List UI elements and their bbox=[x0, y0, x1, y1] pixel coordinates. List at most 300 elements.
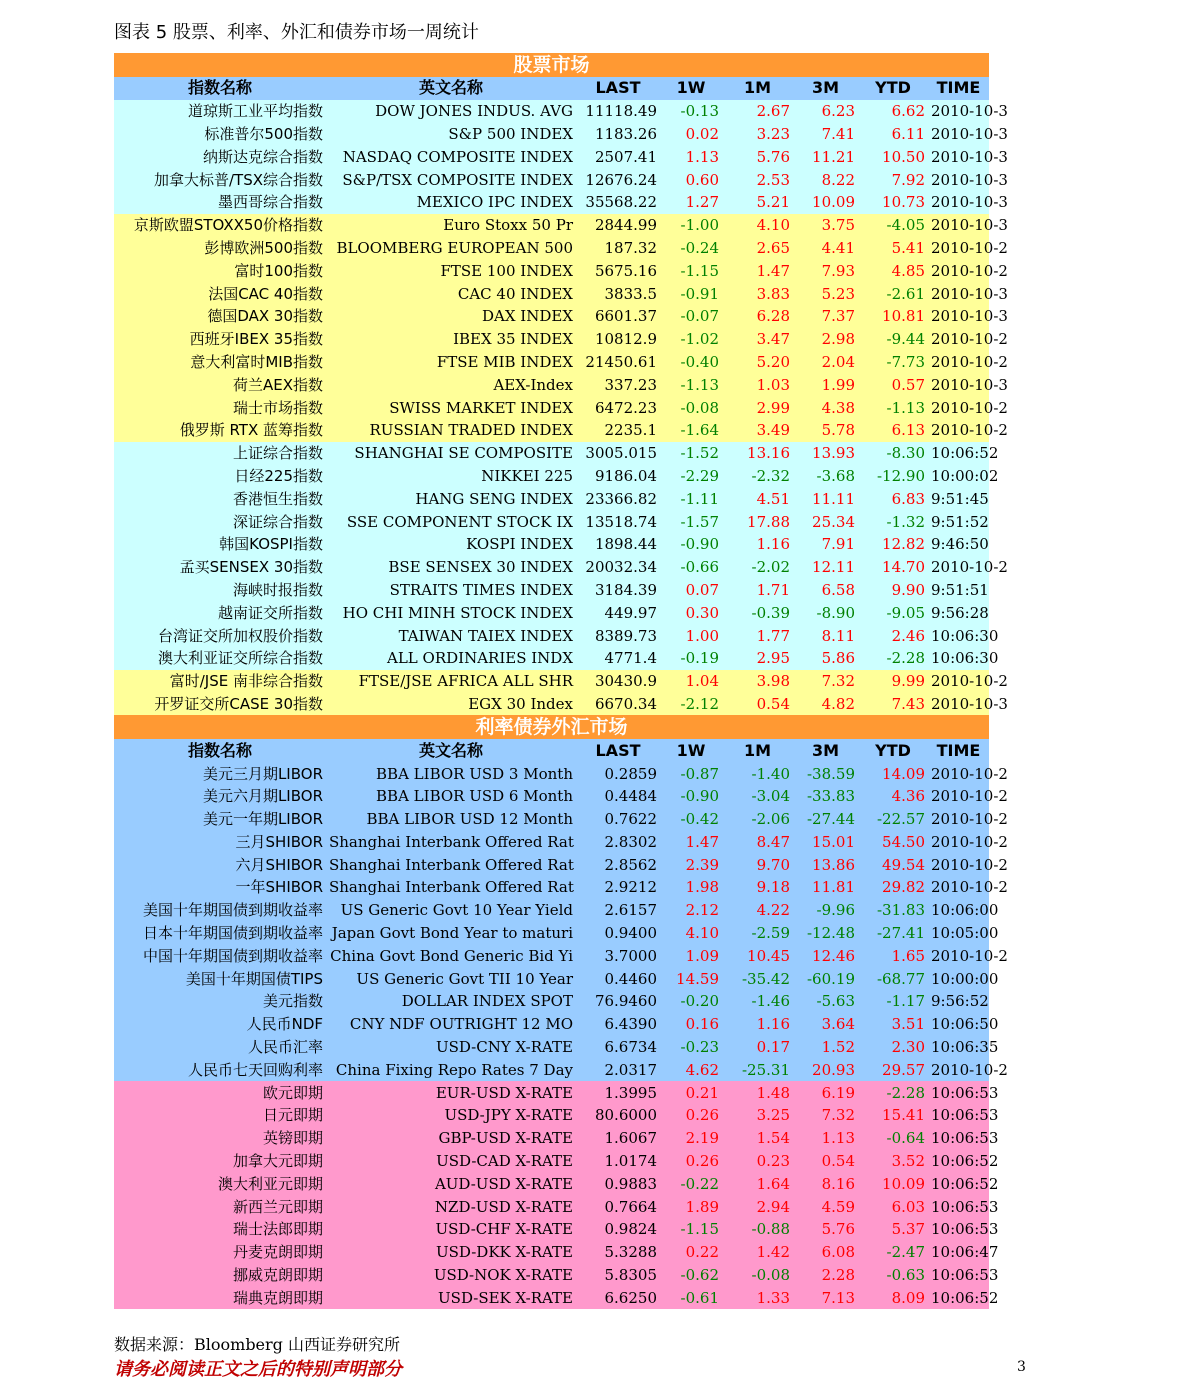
cell-en-name: DOLLAR INDEX SPOT bbox=[326, 990, 576, 1013]
cell-1m: -1.40 bbox=[722, 762, 793, 785]
cell-3m: 5.78 bbox=[793, 419, 858, 442]
header-1m: 1M bbox=[722, 739, 793, 762]
cell-time: 10:06:53 bbox=[928, 1127, 989, 1150]
cell-ytd: 2.46 bbox=[858, 624, 928, 647]
cell-ytd: 6.83 bbox=[858, 487, 928, 510]
cell-cn-name: 富时100指数 bbox=[114, 259, 326, 282]
cell-time: 10:06:52 bbox=[928, 1286, 989, 1309]
cell-en-name: USD-DKK X-RATE bbox=[326, 1241, 576, 1264]
cell-1w: -1.64 bbox=[660, 419, 722, 442]
cell-ytd: 29.82 bbox=[858, 876, 928, 899]
cell-1w: -2.29 bbox=[660, 465, 722, 488]
table-row bbox=[114, 1058, 989, 1081]
cell-1m: 2.94 bbox=[722, 1195, 793, 1218]
cell-1w: -0.91 bbox=[660, 282, 722, 305]
cell-cn-name: 越南证交所指数 bbox=[114, 601, 326, 624]
table-row bbox=[114, 145, 989, 168]
cell-en-name: KOSPI INDEX bbox=[326, 533, 576, 556]
header-ytd: YTD bbox=[858, 739, 928, 762]
cell-1m: 9.70 bbox=[722, 853, 793, 876]
cell-en-name: GBP-USD X-RATE bbox=[326, 1127, 576, 1150]
cell-1m: 3.25 bbox=[722, 1104, 793, 1127]
cell-time: 10:06:00 bbox=[928, 899, 989, 922]
cell-last: 20032.34 bbox=[576, 556, 660, 579]
table-row bbox=[114, 1081, 989, 1104]
cell-last: 3.7000 bbox=[576, 944, 660, 967]
cell-3m: 12.46 bbox=[793, 944, 858, 967]
cell-ytd: 12.82 bbox=[858, 533, 928, 556]
cell-1w: 1.98 bbox=[660, 876, 722, 899]
cell-3m: 7.91 bbox=[793, 533, 858, 556]
cell-cn-name: 丹麦克朗即期 bbox=[114, 1241, 326, 1264]
cell-3m: 1.52 bbox=[793, 1036, 858, 1059]
cell-last: 2235.1 bbox=[576, 419, 660, 442]
cell-ytd: -68.77 bbox=[858, 967, 928, 990]
cell-cn-name: 深证综合指数 bbox=[114, 510, 326, 533]
table-row bbox=[114, 396, 989, 419]
cell-cn-name: 日元即期 bbox=[114, 1104, 326, 1127]
cell-time: 9:51:45 bbox=[928, 487, 989, 510]
cell-en-name: FTSE 100 INDEX bbox=[326, 259, 576, 282]
cell-time: 2010-10-2 bbox=[928, 785, 989, 808]
cell-last: 337.23 bbox=[576, 373, 660, 396]
cell-last: 1898.44 bbox=[576, 533, 660, 556]
cell-3m: 6.58 bbox=[793, 579, 858, 602]
cell-en-name: USD-CNY X-RATE bbox=[326, 1036, 576, 1059]
cell-1w: -1.15 bbox=[660, 1218, 722, 1241]
cell-ytd: -0.64 bbox=[858, 1127, 928, 1150]
cell-en-name: China Govt Bond Generic Bid Yi bbox=[326, 944, 576, 967]
table-row bbox=[114, 419, 989, 442]
cell-1m: -35.42 bbox=[722, 967, 793, 990]
cell-1m: 6.28 bbox=[722, 305, 793, 328]
cell-3m: 7.32 bbox=[793, 670, 858, 693]
cell-3m: 5.23 bbox=[793, 282, 858, 305]
cell-1w: 0.21 bbox=[660, 1081, 722, 1104]
cell-last: 6.6734 bbox=[576, 1036, 660, 1059]
cell-cn-name: 开罗证交所CASE 30指数 bbox=[114, 693, 326, 716]
cell-last: 5675.16 bbox=[576, 259, 660, 282]
cell-3m: -9.96 bbox=[793, 899, 858, 922]
cell-time: 2010-10-2 bbox=[928, 351, 989, 374]
cell-ytd: 8.09 bbox=[858, 1286, 928, 1309]
cell-time: 10:00:02 bbox=[928, 465, 989, 488]
cell-time: 2010-10-2 bbox=[928, 876, 989, 899]
cell-last: 3005.015 bbox=[576, 442, 660, 465]
table-row bbox=[114, 1241, 989, 1264]
cell-ytd: -0.63 bbox=[858, 1264, 928, 1287]
cell-cn-name: 英镑即期 bbox=[114, 1127, 326, 1150]
cell-1m: -3.04 bbox=[722, 785, 793, 808]
cell-1w: -1.11 bbox=[660, 487, 722, 510]
cell-last: 4771.4 bbox=[576, 647, 660, 670]
cell-time: 9:46:50 bbox=[928, 533, 989, 556]
cell-last: 2.8302 bbox=[576, 831, 660, 854]
cell-3m: -33.83 bbox=[793, 785, 858, 808]
cell-time: 2010-10-2 bbox=[928, 831, 989, 854]
cell-last: 2844.99 bbox=[576, 214, 660, 237]
cell-time: 2010-10-2 bbox=[928, 853, 989, 876]
cell-ytd: 6.11 bbox=[858, 123, 928, 146]
table-row bbox=[114, 487, 989, 510]
cell-last: 12676.24 bbox=[576, 168, 660, 191]
cell-cn-name: 人民币七天回购利率 bbox=[114, 1058, 326, 1081]
cell-1w: -0.90 bbox=[660, 785, 722, 808]
cell-ytd: 3.52 bbox=[858, 1150, 928, 1173]
cell-ytd: 5.37 bbox=[858, 1218, 928, 1241]
cell-cn-name: 澳大利亚证交所综合指数 bbox=[114, 647, 326, 670]
cell-1m: 1.33 bbox=[722, 1286, 793, 1309]
section-title: 股票市场 bbox=[114, 53, 989, 77]
cell-last: 1.0174 bbox=[576, 1150, 660, 1173]
cell-ytd: 7.43 bbox=[858, 693, 928, 716]
cell-1m: 1.48 bbox=[722, 1081, 793, 1104]
cell-3m: 4.38 bbox=[793, 396, 858, 419]
cell-en-name: BBA LIBOR USD 3 Month bbox=[326, 762, 576, 785]
table-body bbox=[114, 53, 1008, 1309]
cell-time: 10:06:30 bbox=[928, 624, 989, 647]
cell-time: 9:51:52 bbox=[928, 510, 989, 533]
cell-1w: 14.59 bbox=[660, 967, 722, 990]
cell-last: 13518.74 bbox=[576, 510, 660, 533]
cell-1w: 1.09 bbox=[660, 944, 722, 967]
cell-cn-name: 富时/JSE 南非综合指数 bbox=[114, 670, 326, 693]
cell-ytd: -12.90 bbox=[858, 465, 928, 488]
cell-3m: 3.64 bbox=[793, 1013, 858, 1036]
table-row bbox=[114, 853, 989, 876]
cell-time: 2010-10-3 bbox=[928, 191, 989, 214]
cell-ytd: 54.50 bbox=[858, 831, 928, 854]
cell-1m: 10.45 bbox=[722, 944, 793, 967]
cell-en-name: DAX INDEX bbox=[326, 305, 576, 328]
table-row bbox=[114, 831, 989, 854]
cell-1m: 1.42 bbox=[722, 1241, 793, 1264]
cell-en-name: FTSE MIB INDEX bbox=[326, 351, 576, 374]
cell-time: 10:06:47 bbox=[928, 1241, 989, 1264]
cell-ytd: 6.13 bbox=[858, 419, 928, 442]
table-row bbox=[114, 1218, 989, 1241]
cell-3m: 6.19 bbox=[793, 1081, 858, 1104]
cell-last: 0.2859 bbox=[576, 762, 660, 785]
cell-1m: -0.39 bbox=[722, 601, 793, 624]
header-cn-name: 指数名称 bbox=[114, 739, 326, 762]
cell-ytd: 2.30 bbox=[858, 1036, 928, 1059]
cell-1w: -0.07 bbox=[660, 305, 722, 328]
cell-1m: 9.18 bbox=[722, 876, 793, 899]
cell-3m: -5.63 bbox=[793, 990, 858, 1013]
cell-en-name: SHANGHAI SE COMPOSITE bbox=[326, 442, 576, 465]
cell-en-name: BSE SENSEX 30 INDEX bbox=[326, 556, 576, 579]
cell-1w: -0.13 bbox=[660, 100, 722, 123]
cell-cn-name: 新西兰元即期 bbox=[114, 1195, 326, 1218]
cell-en-name: CAC 40 INDEX bbox=[326, 282, 576, 305]
header-3m: 3M bbox=[793, 739, 858, 762]
cell-ytd: -2.47 bbox=[858, 1241, 928, 1264]
cell-1w: 0.26 bbox=[660, 1104, 722, 1127]
cell-cn-name: 加拿大标普/TSX综合指数 bbox=[114, 168, 326, 191]
cell-time: 2010-10-2 bbox=[928, 419, 989, 442]
cell-cn-name: 人民币NDF bbox=[114, 1013, 326, 1036]
cell-cn-name: 挪威克朗即期 bbox=[114, 1264, 326, 1287]
cell-1m: 1.77 bbox=[722, 624, 793, 647]
header-en-name: 英文名称 bbox=[326, 739, 576, 762]
table-row bbox=[114, 442, 989, 465]
cell-time: 2010-10-2 bbox=[928, 808, 989, 831]
cell-time: 2010-10-2 bbox=[928, 944, 989, 967]
cell-3m: 15.01 bbox=[793, 831, 858, 854]
cell-cn-name: 加拿大元即期 bbox=[114, 1150, 326, 1173]
cell-1m: 5.21 bbox=[722, 191, 793, 214]
cell-1w: -1.57 bbox=[660, 510, 722, 533]
cell-1m: 1.47 bbox=[722, 259, 793, 282]
cell-1w: 1.47 bbox=[660, 831, 722, 854]
cell-1w: -1.13 bbox=[660, 373, 722, 396]
column-header-row bbox=[114, 77, 989, 100]
cell-cn-name: 香港恒生指数 bbox=[114, 487, 326, 510]
cell-ytd: 1.65 bbox=[858, 944, 928, 967]
cell-en-name: USD-CHF X-RATE bbox=[326, 1218, 576, 1241]
cell-ytd: 6.03 bbox=[858, 1195, 928, 1218]
cell-en-name: USD-CAD X-RATE bbox=[326, 1150, 576, 1173]
table-row bbox=[114, 1013, 989, 1036]
table-row bbox=[114, 328, 989, 351]
cell-en-name: CNY NDF OUTRIGHT 12 MO bbox=[326, 1013, 576, 1036]
cell-1m: 0.17 bbox=[722, 1036, 793, 1059]
cell-en-name: BBA LIBOR USD 12 Month bbox=[326, 808, 576, 831]
header-time: TIME bbox=[928, 77, 989, 100]
cell-cn-name: 美国十年期国债到期收益率 bbox=[114, 899, 326, 922]
cell-en-name: BLOOMBERG EUROPEAN 500 bbox=[326, 237, 576, 260]
cell-cn-name: 法国CAC 40指数 bbox=[114, 282, 326, 305]
cell-en-name: Shanghai Interbank Offered Rat bbox=[326, 831, 576, 854]
cell-3m: -8.90 bbox=[793, 601, 858, 624]
cell-last: 0.9400 bbox=[576, 922, 660, 945]
cell-en-name: NASDAQ COMPOSITE INDEX bbox=[326, 145, 576, 168]
cell-time: 2010-10-2 bbox=[928, 259, 989, 282]
cell-ytd: 49.54 bbox=[858, 853, 928, 876]
cell-en-name: Shanghai Interbank Offered Rat bbox=[326, 876, 576, 899]
cell-3m: -3.68 bbox=[793, 465, 858, 488]
cell-en-name: MEXICO IPC INDEX bbox=[326, 191, 576, 214]
cell-en-name: FTSE/JSE AFRICA ALL SHR bbox=[326, 670, 576, 693]
table-row bbox=[114, 556, 989, 579]
table-row bbox=[114, 259, 989, 282]
cell-1m: 2.53 bbox=[722, 168, 793, 191]
cell-1w: -0.90 bbox=[660, 533, 722, 556]
cell-1w: -0.23 bbox=[660, 1036, 722, 1059]
cell-3m: 4.59 bbox=[793, 1195, 858, 1218]
cell-1w: -0.42 bbox=[660, 808, 722, 831]
cell-time: 10:06:53 bbox=[928, 1195, 989, 1218]
disclaimer: 请务必阅读正文之后的特别声明部分 bbox=[114, 1359, 402, 1380]
section-title: 利率债券外汇市场 bbox=[114, 715, 989, 739]
table-row bbox=[114, 214, 989, 237]
cell-last: 1.6067 bbox=[576, 1127, 660, 1150]
table-row bbox=[114, 533, 989, 556]
cell-cn-name: 上证综合指数 bbox=[114, 442, 326, 465]
cell-1m: 1.64 bbox=[722, 1172, 793, 1195]
cell-3m: 3.75 bbox=[793, 214, 858, 237]
cell-1w: 4.10 bbox=[660, 922, 722, 945]
cell-1w: 1.00 bbox=[660, 624, 722, 647]
cell-time: 2010-10-2 bbox=[928, 237, 989, 260]
cell-1w: -0.08 bbox=[660, 396, 722, 419]
cell-3m: 1.99 bbox=[793, 373, 858, 396]
cell-ytd: 14.09 bbox=[858, 762, 928, 785]
cell-ytd: 6.62 bbox=[858, 100, 928, 123]
cell-3m: 11.21 bbox=[793, 145, 858, 168]
cell-cn-name: 六月SHIBOR bbox=[114, 853, 326, 876]
cell-last: 0.7622 bbox=[576, 808, 660, 831]
cell-3m: 0.54 bbox=[793, 1150, 858, 1173]
cell-1m: 4.10 bbox=[722, 214, 793, 237]
cell-last: 6.6250 bbox=[576, 1286, 660, 1309]
cell-1m: -0.08 bbox=[722, 1264, 793, 1287]
cell-ytd: -1.17 bbox=[858, 990, 928, 1013]
cell-en-name: S&P 500 INDEX bbox=[326, 123, 576, 146]
cell-ytd: -27.41 bbox=[858, 922, 928, 945]
table-row bbox=[114, 1036, 989, 1059]
cell-3m: 8.16 bbox=[793, 1172, 858, 1195]
cell-1w: -0.22 bbox=[660, 1172, 722, 1195]
table-row bbox=[114, 785, 989, 808]
cell-time: 10:05:00 bbox=[928, 922, 989, 945]
cell-ytd: -1.32 bbox=[858, 510, 928, 533]
cell-en-name: China Fixing Repo Rates 7 Day bbox=[326, 1058, 576, 1081]
cell-1m: 2.65 bbox=[722, 237, 793, 260]
cell-3m: -12.48 bbox=[793, 922, 858, 945]
cell-1m: -2.02 bbox=[722, 556, 793, 579]
cell-1w: -0.66 bbox=[660, 556, 722, 579]
cell-time: 10:06:50 bbox=[928, 1013, 989, 1036]
cell-1m: 1.16 bbox=[722, 533, 793, 556]
cell-1w: -0.62 bbox=[660, 1264, 722, 1287]
cell-ytd: 7.92 bbox=[858, 168, 928, 191]
cell-last: 2507.41 bbox=[576, 145, 660, 168]
cell-1m: 5.76 bbox=[722, 145, 793, 168]
cell-1m: 2.67 bbox=[722, 100, 793, 123]
table-row bbox=[114, 123, 989, 146]
cell-last: 0.9824 bbox=[576, 1218, 660, 1241]
table-row bbox=[114, 944, 989, 967]
cell-3m: 13.93 bbox=[793, 442, 858, 465]
header-last: LAST bbox=[576, 739, 660, 762]
cell-time: 10:06:30 bbox=[928, 647, 989, 670]
cell-last: 3184.39 bbox=[576, 579, 660, 602]
cell-cn-name: 西班牙IBEX 35指数 bbox=[114, 328, 326, 351]
table-row bbox=[114, 305, 989, 328]
table-row bbox=[114, 990, 989, 1013]
cell-en-name: EUR-USD X-RATE bbox=[326, 1081, 576, 1104]
cell-en-name: AEX-Index bbox=[326, 373, 576, 396]
cell-cn-name: 彭博欧洲500指数 bbox=[114, 237, 326, 260]
cell-last: 8389.73 bbox=[576, 624, 660, 647]
cell-ytd: -22.57 bbox=[858, 808, 928, 831]
cell-time: 2010-10-3 bbox=[928, 282, 989, 305]
cell-time: 10:06:52 bbox=[928, 1150, 989, 1173]
cell-time: 2010-10-2 bbox=[928, 556, 989, 579]
cell-last: 1.3995 bbox=[576, 1081, 660, 1104]
cell-time: 9:51:51 bbox=[928, 579, 989, 602]
cell-3m: 7.41 bbox=[793, 123, 858, 146]
cell-time: 2010-10-2 bbox=[928, 396, 989, 419]
cell-en-name: IBEX 35 INDEX bbox=[326, 328, 576, 351]
cell-ytd: 10.73 bbox=[858, 191, 928, 214]
cell-3m: 11.81 bbox=[793, 876, 858, 899]
cell-3m: 7.93 bbox=[793, 259, 858, 282]
table-row bbox=[114, 762, 989, 785]
cell-ytd: -2.28 bbox=[858, 647, 928, 670]
cell-last: 5.3288 bbox=[576, 1241, 660, 1264]
cell-en-name: SWISS MARKET INDEX bbox=[326, 396, 576, 419]
cell-last: 6601.37 bbox=[576, 305, 660, 328]
cell-cn-name: 德国DAX 30指数 bbox=[114, 305, 326, 328]
cell-last: 5.8305 bbox=[576, 1264, 660, 1287]
table-row bbox=[114, 168, 989, 191]
cell-last: 35568.22 bbox=[576, 191, 660, 214]
cell-3m: 11.11 bbox=[793, 487, 858, 510]
cell-3m: -27.44 bbox=[793, 808, 858, 831]
cell-1w: 1.04 bbox=[660, 670, 722, 693]
cell-en-name: NIKKEI 225 bbox=[326, 465, 576, 488]
cell-3m: 5.86 bbox=[793, 647, 858, 670]
cell-en-name: STRAITS TIMES INDEX bbox=[326, 579, 576, 602]
cell-ytd: 10.50 bbox=[858, 145, 928, 168]
cell-cn-name: 美元指数 bbox=[114, 990, 326, 1013]
cell-cn-name: 意大利富时MIB指数 bbox=[114, 351, 326, 374]
cell-1m: 0.54 bbox=[722, 693, 793, 716]
table-row bbox=[114, 1195, 989, 1218]
cell-last: 76.9460 bbox=[576, 990, 660, 1013]
header-cn-name: 指数名称 bbox=[114, 77, 326, 100]
cell-1m: 1.54 bbox=[722, 1127, 793, 1150]
header-en-name: 英文名称 bbox=[326, 77, 576, 100]
cell-ytd: 3.51 bbox=[858, 1013, 928, 1036]
cell-3m: 7.13 bbox=[793, 1286, 858, 1309]
cell-1w: -0.40 bbox=[660, 351, 722, 374]
cell-last: 0.4460 bbox=[576, 967, 660, 990]
cell-time: 2010-10-3 bbox=[928, 693, 989, 716]
cell-cn-name: 三月SHIBOR bbox=[114, 831, 326, 854]
section-title-row bbox=[114, 53, 989, 77]
cell-3m: 13.86 bbox=[793, 853, 858, 876]
table-row bbox=[114, 1172, 989, 1195]
cell-last: 23366.82 bbox=[576, 487, 660, 510]
cell-en-name: SSE COMPONENT STOCK IX bbox=[326, 510, 576, 533]
cell-last: 0.4484 bbox=[576, 785, 660, 808]
cell-1w: 0.16 bbox=[660, 1013, 722, 1036]
cell-cn-name: 日本十年期国债到期收益率 bbox=[114, 922, 326, 945]
cell-1w: 0.60 bbox=[660, 168, 722, 191]
cell-en-name: DOW JONES INDUS. AVG bbox=[326, 100, 576, 123]
cell-1w: 4.62 bbox=[660, 1058, 722, 1081]
cell-3m: 5.76 bbox=[793, 1218, 858, 1241]
table-row bbox=[114, 693, 989, 716]
table-row bbox=[114, 237, 989, 260]
cell-1m: 17.88 bbox=[722, 510, 793, 533]
table-row bbox=[114, 967, 989, 990]
cell-cn-name: 瑞士法郎即期 bbox=[114, 1218, 326, 1241]
cell-1m: 13.16 bbox=[722, 442, 793, 465]
cell-3m: 10.09 bbox=[793, 191, 858, 214]
cell-en-name: ALL ORDINARIES INDX bbox=[326, 647, 576, 670]
cell-1m: -2.59 bbox=[722, 922, 793, 945]
cell-cn-name: 日经225指数 bbox=[114, 465, 326, 488]
cell-cn-name: 台湾证交所加权股价指数 bbox=[114, 624, 326, 647]
cell-ytd: -4.05 bbox=[858, 214, 928, 237]
cell-last: 3833.5 bbox=[576, 282, 660, 305]
cell-3m: 2.28 bbox=[793, 1264, 858, 1287]
